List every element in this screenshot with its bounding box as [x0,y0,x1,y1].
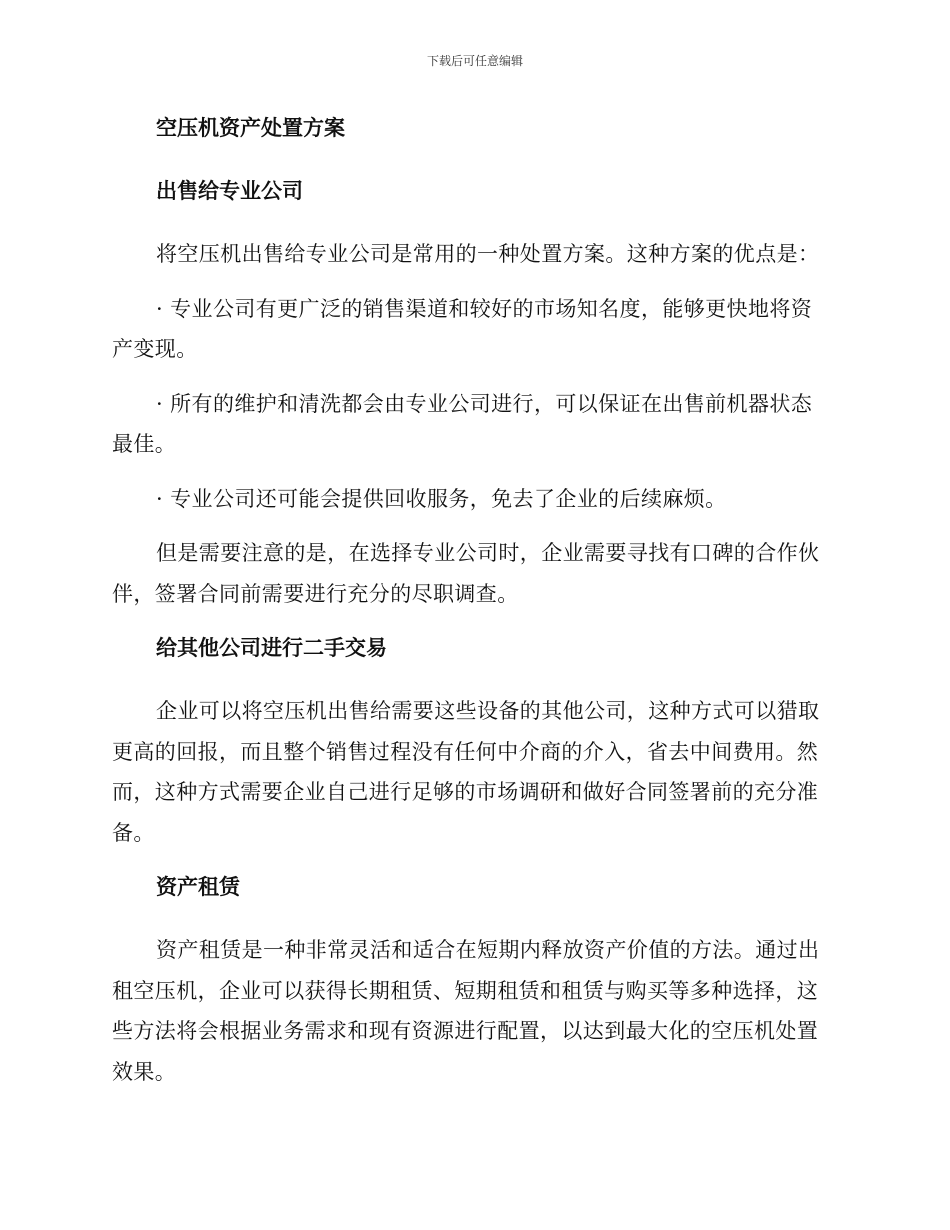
bullet-item: · 所有的维护和清洗都会由专业公司进行，可以保证在出售前机器状态最佳。 [112,391,813,456]
section-heading-asset-leasing: 资产租赁 [156,875,240,899]
section-heading-second-hand-trade: 给其他公司进行二手交易 [156,636,387,660]
page-header: 下载后可任意编辑 [426,54,523,68]
section-heading-sell-to-professional: 出售给专业公司 [156,179,303,203]
section3-body-paragraph: 资产租赁是一种非常灵活和适合在短期内释放资产价值的方法。通过出租空压机，企业可以获得长期租赁、短期租赁和租赁与购买等多种选择，这些方法将会根据业务需求和现有资源进行配置，以达到最大化的空压机处置效果。 [112,938,820,1084]
document-title: 空压机资产处置方案 [156,116,345,140]
section2-body-paragraph: 企业可以将空压机出售给需要这些设备的其他公司，这种方式可以猎取更高的回报，而且整个销售过程没有任何中介商的介入，省去中间费用。然而，这种方式需要企业自己进行足够的市场调研和做好合同签署前的充分准备。 [112,699,820,845]
bullet-item: · 专业公司有更广泛的销售渠道和较好的市场知名度，能够更快地将资产变现。 [112,296,813,361]
document-body [112,108,832,1106]
section1-note-paragraph: 但是需要注意的是，在选择专业公司时，企业需要寻找有口碑的合作伙伴，签署合同前需要进行充分的尽职调查。 [112,541,820,606]
bullet-item: · 专业公司还可能会提供回收服务，免去了企业的后续麻烦。 [156,486,727,511]
section1-intro-paragraph: 将空压机出售给专业公司是常用的一种处置方案。这种方案的优点是： [156,242,820,266]
